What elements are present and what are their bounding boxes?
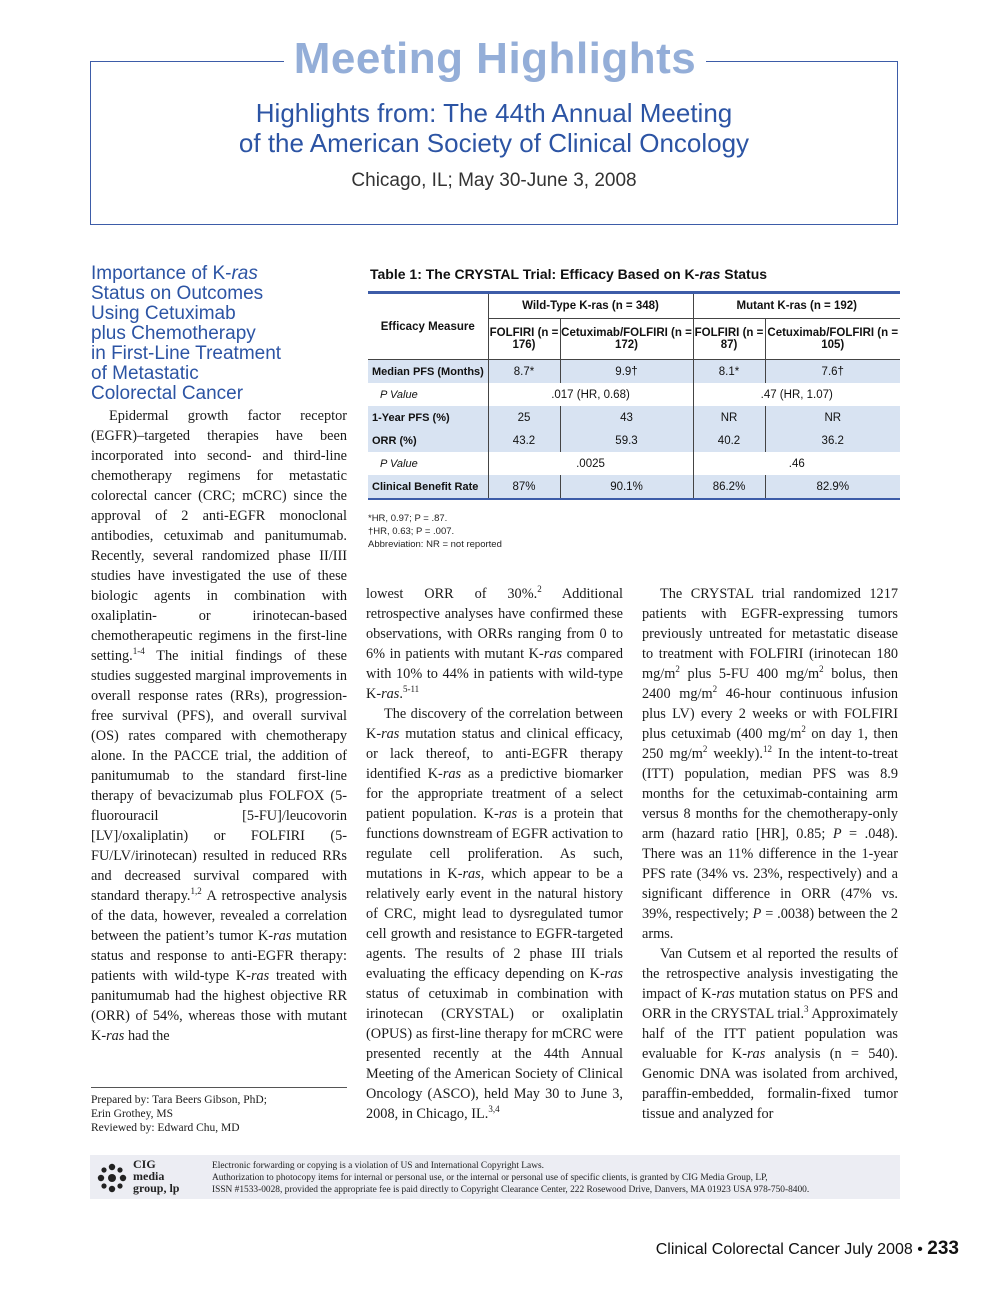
heading-line: Using Cetuximab (91, 303, 236, 324)
paragraph: lowest ORR of 30%.$^2$ Additional retrospective analyses have confirmed these observations, with ORRs ranging from 0 to 6% in patients with mutant K-ras compared with 10% to 44% in patients with wild-type K-ras.$^{5-11}$ (366, 584, 623, 702)
table-row (368, 360, 900, 384)
cell: 40.2 (693, 429, 765, 452)
credits (91, 1087, 347, 1135)
cell: .017 (HR, 0.68) (488, 383, 693, 406)
heading-line: plus Chemotherapy (91, 323, 256, 344)
prepared-by-2: Erin Grothey, MS (91, 1108, 173, 1120)
table-footnotes (368, 512, 502, 551)
journal-name: Clinical Colorectal Cancer (655, 1241, 840, 1258)
meeting-title-line1: Highlights from: The 44th Annual Meeting (255, 98, 733, 128)
measure-header: Efficacy Measure (368, 293, 488, 360)
cell: 9.9† (560, 360, 693, 384)
heading-line: in First-Line Treatment (91, 343, 282, 364)
page-number: 233 (927, 1238, 959, 1259)
table-title: Table 1: The CRYSTAL Trial: Efficacy Based on K-ras Status (370, 266, 768, 282)
meeting-location: Chicago, IL; May 30-June 3, 2008 (351, 170, 637, 191)
wild-type-header: Wild-Type K-ras (n = 348) (488, 293, 693, 319)
banner (0, 34, 990, 84)
row-label: ORR (%) (368, 429, 488, 452)
footnote: †HR, 0.63; P = .007. (368, 526, 455, 537)
row-label: Median PFS (Months) (368, 360, 488, 384)
body-column-2 (366, 584, 623, 1144)
reviewed-by: Reviewed by: Edward Chu, MD (91, 1122, 240, 1134)
article-heading (91, 264, 331, 404)
issue-date: July 2008 (844, 1241, 913, 1258)
paragraph: The discovery of the correlation between K-ras mutation status and clinical efficacy, or lack thereof, to anti-EGFR therapy identified K-ras as a predictive biomarker for the appropriate treatment of a select patient population. K-ras is a protein that functions downstream of EGFR activation to regulate cell proliferation. As such, mutations in K-ras, which appear to be a relatively early event in the natural history of CRC, might lead to dysregulated tumor cell growth and resistance to EGFR-targeted agents. The results of 2 phase III trials evaluating the efficacy depending on K-ras status of cetuximab in combination with irinotecan (CRYSTAL) or oxaliplatin (OPUS) as first-line therapy for mCRC were presented recently at the 44th Annual Meeting of the American Society of Clinical Oncology (ASCO), held May 30 to June 3, 2008, in Chicago, IL.$^{3,4}$ (366, 706, 623, 1122)
cell: 43.2 (488, 429, 560, 452)
paragraph: The CRYSTAL trial randomized 1217 patients with EGFR-expressing tumors previously untreated for metastatic disease to treatment with FOLFIRI (irinotecan 180 $mg/m^2$ plus 5-FU 400 $mg/m^2$ bolus, then 2400 $mg/m^2$ 46-hour continuous infusion plus LV) every 2 weeks or with FOLFIRI plus cetuximab (400 $mg/m^2$ on day 1, then 250 $mg/m^2$ weekly).$^{12}$ In the intent-to-treat (ITT) population, median PFS was 8.9 months for the cetuximab-containing arm versus 8 months for the chemotherapy-only arm (hazard ratio [HR], 0.85; P = .048). There was an 11% difference in the 1-year PFS rate (34% vs. 23%, respectively) and a significant difference in ORR (47% vs. 39%, respectively; P = .0038) between the 2 arms. (642, 586, 899, 942)
cell: .46 (788, 457, 805, 470)
table-row (368, 475, 900, 499)
prepared-by: Prepared by: Tara Beers Gibson, PhD; (91, 1094, 267, 1106)
table-group-header (368, 293, 900, 319)
cell: NR (693, 406, 765, 429)
body-column-3 (642, 584, 898, 1144)
paragraph: Van Cutsem et al reported the results of the retrospective analysis investigating the impact of K-ras mutation status on PFS and ORR in the CRYSTAL trial.$^3$ Approximately half of the ITT patient population was evaluable for K-ras analysis (n = 540). Genomic DNA was isolated from archived, paraffin-embedded, formalin-fixed tumor tissue and analyzed for (642, 946, 898, 1122)
table-row (368, 383, 900, 406)
row-label: 1-Year PFS (%) (368, 406, 488, 429)
table-row (368, 406, 900, 429)
running-footer (656, 1238, 959, 1260)
banner-title: Meeting Highlights (284, 34, 707, 83)
legal-notice (212, 1160, 809, 1196)
table-row (368, 452, 900, 475)
cell: 36.2 (765, 429, 900, 452)
cell: NR (765, 406, 900, 429)
heading-italic: ras (231, 263, 258, 284)
separator: • (917, 1241, 923, 1258)
meeting-title-line2: of the American Society of Clinical Oncology (238, 128, 750, 158)
legal-line: Electronic forwarding or copying is a violation of US and International Copyright Laws. (212, 1161, 544, 1171)
mutant-header: Mutant K-ras (n = 192) (693, 293, 900, 319)
cell: 43 (560, 406, 693, 429)
cell: 25 (488, 406, 560, 429)
footnote: *HR, 0.97; P = .87. (368, 513, 448, 524)
row-label: P Value (368, 383, 488, 406)
legal-line: Authorization to photocopy items for internal or personal use, or the internal or personal use of specific clients, is granted by CIG Media Group, LP, (212, 1173, 768, 1183)
table-row (368, 429, 900, 452)
logo-text: CIG media group, lp (133, 1157, 180, 1195)
row-label: Clinical Benefit Rate (368, 475, 488, 499)
col-header: FOLFIRI (n = 87) (693, 319, 765, 360)
efficacy-table (368, 291, 900, 500)
heading-line: Colorectal Cancer (91, 383, 244, 404)
cell: .0025 (488, 452, 693, 475)
cell: 90.1% (560, 475, 693, 499)
cell: 59.3 (560, 429, 693, 452)
cell: .47 (HR, 1.07) (760, 388, 833, 401)
paragraph: Epidermal growth factor receptor (EGFR)–targeted therapies have been incorporated into second- and third-line chemotherapy regimens for metastatic colorectal cancer (CRC; mCRC) since the approval of 2 anti-EGFR monoclonal antibodies, cetuximab and panitumumab. Recently, several randomized phase II/III studies have investigated the use of these biologic agents in combination with oxaliplatin- or irinotecan-based chemotherapeutic regimens in the first-line setting.$^{1-4}$ The initial findings of these studies suggested marginal improvements in overall response rates (RRs), progression-free survival (PFS), and overall survival (OS) rates compared with chemotherapy alone. In the PACCE trial, the addition of panitumumab to the standard first-line therapy of bevacizumab plus FOLFOX (5-fluorouracil [5-FU]/leucovorin [LV]/oxaliplatin) or FOLFIRI (5-FU/LV/irinotecan) resulted in reduced RRs and decreased survival compared with standard therapy.$^{1,2}$ A retrospective analysis of the data, however, revealed a correlation between the patient’s tumor K-ras mutation status and response to anti-EGFR therapy: patients with wild-type K-ras treated with panitumumab had the highest objective RR (ORR) of 54%, whereas those with mutant K-ras had the (91, 408, 347, 1044)
cell: 87% (488, 475, 560, 499)
row-label: P Value (368, 452, 488, 475)
heading-line: Status on Outcomes (91, 283, 264, 304)
legal-line: ISSN #1533-0028, provided the appropriate fee is paid directly to Copyright Clearance Center, 222 Rosewood Drive, Danvers, MA 01923 USA 978-750-8400. (212, 1185, 810, 1195)
col-header: Cetuximab/FOLFIRI (n = 172) (560, 319, 693, 360)
body-column-1 (91, 406, 347, 1066)
footnote: Abbreviation: NR = not reported (368, 539, 502, 550)
cell: 82.9% (765, 475, 900, 499)
cell: 8.1* (693, 360, 765, 384)
col-header: Cetuximab/FOLFIRI (n = 105) (765, 319, 900, 360)
cell: 8.7* (488, 360, 560, 384)
heading-part: Importance of K- (91, 263, 232, 284)
cell: 7.6† (765, 360, 900, 384)
col-header: FOLFIRI (n = 176) (488, 319, 560, 360)
heading-line: of Metastatic (91, 363, 199, 384)
cell: 86.2% (693, 475, 765, 499)
